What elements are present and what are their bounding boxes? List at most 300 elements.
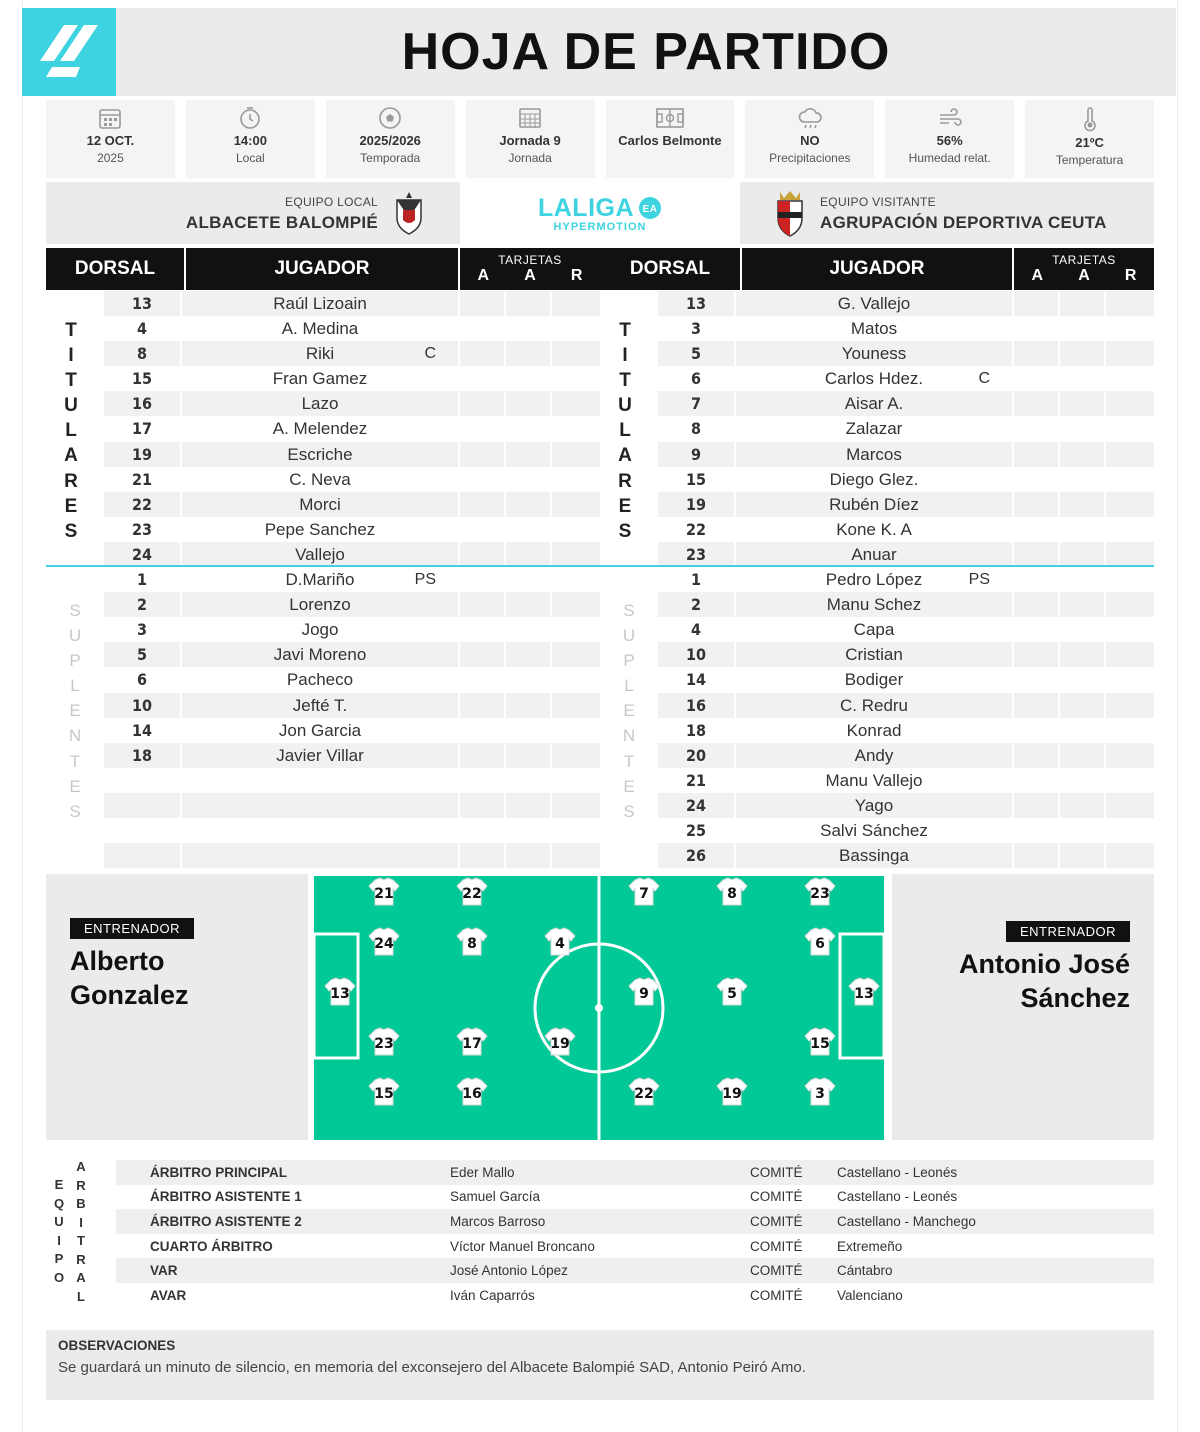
shirt-number: 5	[727, 986, 737, 1002]
shirt-number: 19	[550, 1036, 570, 1052]
player-name: Bodiger	[736, 667, 1014, 692]
shirt-number: 24	[374, 936, 394, 952]
player-number: 22	[104, 492, 182, 517]
player-number: 22	[658, 517, 736, 542]
table-row	[104, 366, 600, 391]
player-name: Salvi Sánchez	[736, 818, 1014, 843]
thermometer-icon	[1077, 106, 1103, 132]
local-team-name: ALBACETE BALOMPIÉ	[185, 213, 378, 232]
vertical-letter: T	[69, 751, 81, 771]
red-card	[1106, 693, 1152, 718]
vertical-letter: L	[65, 420, 77, 442]
starters-subs-divider	[46, 565, 1154, 567]
info-stadium: Carlos Belmonte	[606, 100, 735, 178]
referee-committee: COMITÉ	[750, 1287, 803, 1303]
yellow-card-2	[506, 467, 552, 492]
humidity-icon	[936, 106, 964, 130]
yellow-card-2	[1060, 793, 1106, 818]
col-tarjetas: TARJETAS A A R	[477, 253, 583, 284]
yellow-card-2	[1060, 567, 1106, 592]
shirt-number: 4	[555, 936, 565, 952]
shirt-number: 8	[467, 936, 477, 952]
vertical-letter: E	[623, 701, 635, 721]
player-tag: PS	[414, 571, 436, 589]
visit-team-name: AGRUPACIÓN DEPORTIVA CEUTA	[820, 213, 1107, 232]
vertical-letter: E	[69, 701, 81, 721]
vertical-letter: L	[619, 420, 631, 442]
table-row	[104, 667, 600, 692]
red-card	[552, 416, 598, 441]
player-name: C. Redru	[736, 693, 1014, 718]
col-dorsal: DORSAL	[46, 248, 186, 290]
yellow-card-2	[506, 517, 552, 542]
yellow-card-2	[506, 366, 552, 391]
player-number: 18	[658, 718, 736, 743]
red-card	[552, 316, 598, 341]
vertical-letter: S	[623, 801, 635, 821]
red-card	[552, 693, 598, 718]
yellow-card-2	[1060, 843, 1106, 868]
yellow-card-1	[460, 818, 506, 843]
red-card	[1106, 366, 1152, 391]
player-name: Cristian	[736, 642, 1014, 667]
shirt-number: 15	[810, 1036, 830, 1052]
player-name: Jon Garcia	[182, 718, 460, 743]
red-card	[552, 743, 598, 768]
referee-federation: Extremeño	[837, 1238, 903, 1254]
visit-coach-panel	[892, 874, 1154, 1140]
yellow-card-2	[1060, 442, 1106, 467]
yellow-card-1	[460, 366, 506, 391]
vertical-letter: S	[623, 601, 635, 620]
table-row	[104, 617, 600, 642]
table-row	[658, 316, 1154, 341]
table-row	[658, 542, 1154, 567]
yellow-card-2	[1060, 517, 1106, 542]
yellow-card-2	[1060, 693, 1106, 718]
yellow-card-1	[1014, 617, 1060, 642]
player-name	[182, 818, 460, 843]
player-number: 6	[658, 366, 736, 391]
player-name: Jogo	[182, 617, 460, 642]
player-name: Pepe Sanchez	[182, 517, 460, 542]
yellow-card-1	[460, 843, 506, 868]
red-card	[552, 391, 598, 416]
yellow-card-1	[460, 793, 506, 818]
red-card	[1106, 642, 1152, 667]
yellow-card-2	[1060, 768, 1106, 793]
yellow-card-2	[1060, 818, 1106, 843]
referee-role: ÁRBITRO ASISTENTE 2	[150, 1213, 302, 1229]
vertical-letter: A	[64, 445, 78, 467]
red-card	[552, 768, 598, 793]
player-number: 1	[658, 567, 736, 592]
page-title: HOJA DE PARTIDO	[401, 23, 891, 81]
player-name: G. Vallejo	[736, 291, 1014, 316]
yellow-card-2	[506, 391, 552, 416]
player-number: 23	[104, 517, 182, 542]
yellow-card-2	[506, 442, 552, 467]
red-card	[1106, 291, 1152, 316]
yellow-card-1	[460, 718, 506, 743]
player-number	[104, 768, 182, 793]
ea-badge-icon	[638, 196, 662, 220]
vertical-letter: L	[77, 1288, 85, 1304]
shirt-number: 23	[810, 886, 830, 902]
table-row	[104, 517, 600, 542]
yellow-card-1	[1014, 642, 1060, 667]
vertical-letter: T	[619, 320, 631, 341]
vertical-letter: T	[619, 370, 631, 392]
info-time: 14:00 Local	[186, 100, 315, 178]
player-number: 16	[658, 693, 736, 718]
referee-role: VAR	[150, 1263, 178, 1279]
red-card	[1106, 843, 1152, 868]
yellow-card-1	[1014, 492, 1060, 517]
referee-committee: COMITÉ	[750, 1213, 803, 1229]
shirt-number: 15	[374, 1086, 394, 1102]
table-row	[104, 467, 600, 492]
table-row	[104, 316, 600, 341]
yellow-card-1	[460, 416, 506, 441]
observations-text: Se guardará un minuto de silencio, en memoria del exconsejero del Albacete Balompié SAD, Antonio Peiró Amo.	[58, 1359, 806, 1376]
player-name	[182, 793, 460, 818]
yellow-card-1	[1014, 442, 1060, 467]
calendar-icon	[97, 106, 123, 130]
referee-role: CUARTO ÁRBITRO	[150, 1238, 273, 1254]
shirt-number: 22	[634, 1086, 654, 1102]
vertical-letter: A	[76, 1270, 86, 1285]
vertical-letter: L	[70, 676, 80, 696]
yellow-card-1	[1014, 517, 1060, 542]
player-tag: C	[424, 345, 436, 363]
red-card	[552, 467, 598, 492]
yellow-card-2	[1060, 391, 1106, 416]
table-row	[658, 667, 1154, 692]
referee-federation: Cántabro	[837, 1263, 893, 1279]
yellow-card-2	[1060, 467, 1106, 492]
yellow-card-1	[1014, 366, 1060, 391]
yellow-card-1	[460, 492, 506, 517]
player-number: 10	[104, 693, 182, 718]
player-number: 16	[104, 391, 182, 416]
visit-coach-name-1: Antonio José	[958, 949, 1130, 979]
player-name: Konrad	[736, 718, 1014, 743]
info-rain: NO Precipitaciones	[745, 100, 874, 178]
vertical-letter: U	[622, 626, 636, 646]
player-name: Yago	[736, 793, 1014, 818]
table-row	[104, 768, 600, 793]
table-row	[658, 416, 1154, 441]
local-coach-name-1: Alberto	[70, 946, 165, 976]
vertical-letter: R	[76, 1177, 86, 1193]
player-number: 21	[658, 768, 736, 793]
table-row	[104, 291, 600, 316]
yellow-card-1	[1014, 341, 1060, 366]
yellow-card-2	[506, 416, 552, 441]
referee-committee: COMITÉ	[750, 1238, 803, 1254]
yellow-card-1	[460, 567, 506, 592]
red-card	[1106, 416, 1152, 441]
shirt-number: 21	[374, 886, 394, 902]
visit-team-label: EQUIPO VISITANTE	[820, 195, 936, 209]
player-number: 15	[104, 366, 182, 391]
player-name: Anuar	[736, 542, 1014, 567]
vertical-letter: I	[57, 1232, 61, 1248]
local-player-list	[104, 291, 600, 868]
referee-committee: COMITÉ	[750, 1189, 803, 1205]
red-card	[552, 642, 598, 667]
info-date: 12 OCT. 2025	[46, 100, 175, 178]
referee-committee: COMITÉ	[750, 1263, 803, 1279]
vertical-letter: A	[618, 445, 632, 467]
player-number: 19	[104, 442, 182, 467]
table-row	[104, 592, 600, 617]
vertical-letter: N	[68, 726, 82, 746]
red-card	[552, 366, 598, 391]
yellow-card-2	[506, 542, 552, 567]
shirt-number: 19	[722, 1086, 742, 1102]
player-number: 20	[658, 743, 736, 768]
yellow-card-1	[1014, 542, 1060, 567]
yellow-card-1	[460, 316, 506, 341]
red-card	[1106, 617, 1152, 642]
yellow-card-2	[506, 291, 552, 316]
table-row	[104, 843, 600, 868]
yellow-card-2	[506, 316, 552, 341]
player-number: 21	[104, 467, 182, 492]
yellow-card-2	[1060, 291, 1106, 316]
player-tag: PS	[968, 571, 990, 589]
yellow-card-1	[1014, 693, 1060, 718]
col-jugador: JUGADOR	[742, 248, 1014, 290]
yellow-card-1	[1014, 467, 1060, 492]
albacete-crest-icon	[394, 190, 424, 236]
vertical-letter: A	[76, 1159, 86, 1174]
red-card	[552, 542, 598, 567]
info-temperature: 21ºC Temperatura	[1025, 100, 1154, 178]
rain-cloud-icon	[796, 106, 824, 130]
clock-icon	[237, 106, 263, 130]
red-card	[1106, 667, 1152, 692]
visit-player-list	[658, 291, 1154, 868]
table-row	[658, 567, 1154, 592]
player-number: 13	[658, 291, 736, 316]
local-team-banner	[46, 182, 460, 244]
yellow-card-2	[506, 768, 552, 793]
vertical-letter: U	[54, 1214, 64, 1229]
yellow-card-2	[506, 793, 552, 818]
col-dorsal: DORSAL	[600, 248, 742, 290]
vertical-letter: E	[69, 776, 81, 796]
yellow-card-1	[1014, 316, 1060, 341]
player-name: Javier Villar	[182, 743, 460, 768]
local-coach-panel	[46, 874, 308, 1140]
red-card	[1106, 316, 1152, 341]
table-row	[104, 718, 600, 743]
observations-title: OBSERVACIONES	[58, 1338, 176, 1353]
lineup-pitch	[314, 876, 884, 1140]
yellow-card-2	[506, 592, 552, 617]
yellow-card-2	[506, 843, 552, 868]
svg-text:EA: EA	[642, 204, 658, 215]
player-name: Zalazar	[736, 416, 1014, 441]
yellow-card-1	[460, 291, 506, 316]
yellow-card-2	[1060, 743, 1106, 768]
yellow-card-1	[1014, 416, 1060, 441]
table-row	[658, 793, 1154, 818]
yellow-card-2	[1060, 617, 1106, 642]
yellow-card-2	[1060, 492, 1106, 517]
player-name: Rubén Díez	[736, 492, 1014, 517]
visit-suplentes-label	[614, 598, 644, 824]
referee-row	[116, 1283, 1154, 1308]
red-card	[552, 291, 598, 316]
vertical-letter: S	[69, 601, 81, 620]
arbitral-vertical-label	[74, 1158, 88, 1306]
vertical-letter: T	[65, 370, 77, 392]
table-row	[104, 567, 600, 592]
referee-name: Eder Mallo	[450, 1164, 515, 1180]
red-card	[1106, 818, 1152, 843]
yellow-card-2	[1060, 542, 1106, 567]
referee-name: José Antonio López	[450, 1263, 568, 1279]
player-tag: C	[978, 370, 990, 388]
yellow-card-1	[460, 592, 506, 617]
player-name: Bassinga	[736, 843, 1014, 868]
vertical-letter: R	[76, 1251, 86, 1267]
player-name	[182, 768, 460, 793]
referee-name: Marcos Barroso	[450, 1213, 546, 1229]
observations-panel	[46, 1330, 1154, 1400]
player-name: Lorenzo	[182, 592, 460, 617]
player-number: 9	[658, 442, 736, 467]
ceuta-crest-icon	[774, 188, 806, 238]
table-row	[658, 366, 1154, 391]
referee-list	[116, 1160, 1154, 1308]
referee-row	[116, 1209, 1154, 1234]
player-number	[104, 793, 182, 818]
red-card	[552, 341, 598, 366]
stadium-icon	[655, 106, 685, 130]
player-name: C. Neva	[182, 467, 460, 492]
shirt-number: 16	[462, 1086, 482, 1102]
player-name: Kone K. A	[736, 517, 1014, 542]
yellow-card-1	[1014, 291, 1060, 316]
vertical-letter: R	[64, 470, 78, 492]
vertical-letter: S	[64, 520, 78, 542]
yellow-card-1	[1014, 592, 1060, 617]
yellow-card-2	[506, 642, 552, 667]
shirt-number: 17	[462, 1036, 482, 1052]
table-row	[104, 818, 600, 843]
yellow-card-2	[506, 567, 552, 592]
red-card	[1106, 442, 1152, 467]
player-name: Pedro López PS	[736, 567, 1014, 592]
table-row	[658, 517, 1154, 542]
vertical-letter: P	[54, 1251, 64, 1266]
vertical-letter: O	[53, 1269, 65, 1285]
info-round: Jornada 9 Jornada	[466, 100, 595, 178]
table-row	[658, 492, 1154, 517]
referee-federation: Valenciano	[837, 1287, 903, 1303]
yellow-card-2	[506, 693, 552, 718]
yellow-card-1	[1014, 793, 1060, 818]
laliga-hypermotion-logo: LALIGA EA HYPERMOTION	[460, 182, 740, 244]
player-name: Youness	[736, 341, 1014, 366]
yellow-card-1	[1014, 768, 1060, 793]
yellow-card-1	[1014, 391, 1060, 416]
shirt-number: 3	[815, 1086, 825, 1102]
player-name: Aisar A.	[736, 391, 1014, 416]
player-name: Riki C	[182, 341, 460, 366]
referee-row	[116, 1258, 1154, 1283]
yellow-card-1	[1014, 843, 1060, 868]
yellow-card-1	[460, 642, 506, 667]
player-number: 17	[104, 416, 182, 441]
player-name: Morci	[182, 492, 460, 517]
red-card	[1106, 391, 1152, 416]
table-row	[658, 391, 1154, 416]
local-team-label: EQUIPO LOCAL	[285, 195, 378, 209]
visit-coach-name-2: Sánchez	[1020, 983, 1130, 1013]
table-row	[104, 693, 600, 718]
red-card	[552, 793, 598, 818]
yellow-card-2	[1060, 316, 1106, 341]
table-row	[658, 442, 1154, 467]
player-name: Diego Glez.	[736, 467, 1014, 492]
red-card	[552, 517, 598, 542]
player-number: 25	[658, 818, 736, 843]
referee-row	[116, 1185, 1154, 1210]
table-row	[658, 843, 1154, 868]
red-card	[552, 492, 598, 517]
red-card	[552, 592, 598, 617]
red-card	[1106, 718, 1152, 743]
red-card	[552, 442, 598, 467]
yellow-card-2	[506, 492, 552, 517]
table-row	[104, 492, 600, 517]
player-name: Matos	[736, 316, 1014, 341]
referee-row	[116, 1234, 1154, 1259]
table-row	[104, 442, 600, 467]
pitch-center-spot	[595, 1004, 603, 1012]
col-jugador: JUGADOR	[186, 248, 460, 290]
player-number: 5	[658, 341, 736, 366]
vertical-letter: U	[618, 395, 632, 417]
info-humidity: 56% Humedad relat.	[885, 100, 1014, 178]
coach-label: ENTRENADOR	[1006, 921, 1130, 942]
shirt-number: 13	[330, 986, 350, 1002]
player-name: Carlos Hdez. C	[736, 366, 1014, 391]
yellow-card-2	[506, 617, 552, 642]
red-card	[1106, 542, 1152, 567]
yellow-card-2	[1060, 592, 1106, 617]
referee-role: AVAR	[150, 1287, 187, 1303]
shirt-number: 13	[854, 986, 874, 1002]
referee-federation: Castellano - Leonés	[837, 1164, 958, 1180]
yellow-card-1	[1014, 818, 1060, 843]
yellow-card-1	[1014, 743, 1060, 768]
red-card	[552, 843, 598, 868]
equipo-vertical-label	[52, 1176, 66, 1287]
yellow-card-1	[460, 442, 506, 467]
local-coach-name-2: Gonzalez	[70, 980, 189, 1010]
table-row	[658, 341, 1154, 366]
referee-role: ÁRBITRO ASISTENTE 1	[150, 1189, 302, 1205]
yellow-card-2	[506, 743, 552, 768]
red-card	[1106, 768, 1152, 793]
